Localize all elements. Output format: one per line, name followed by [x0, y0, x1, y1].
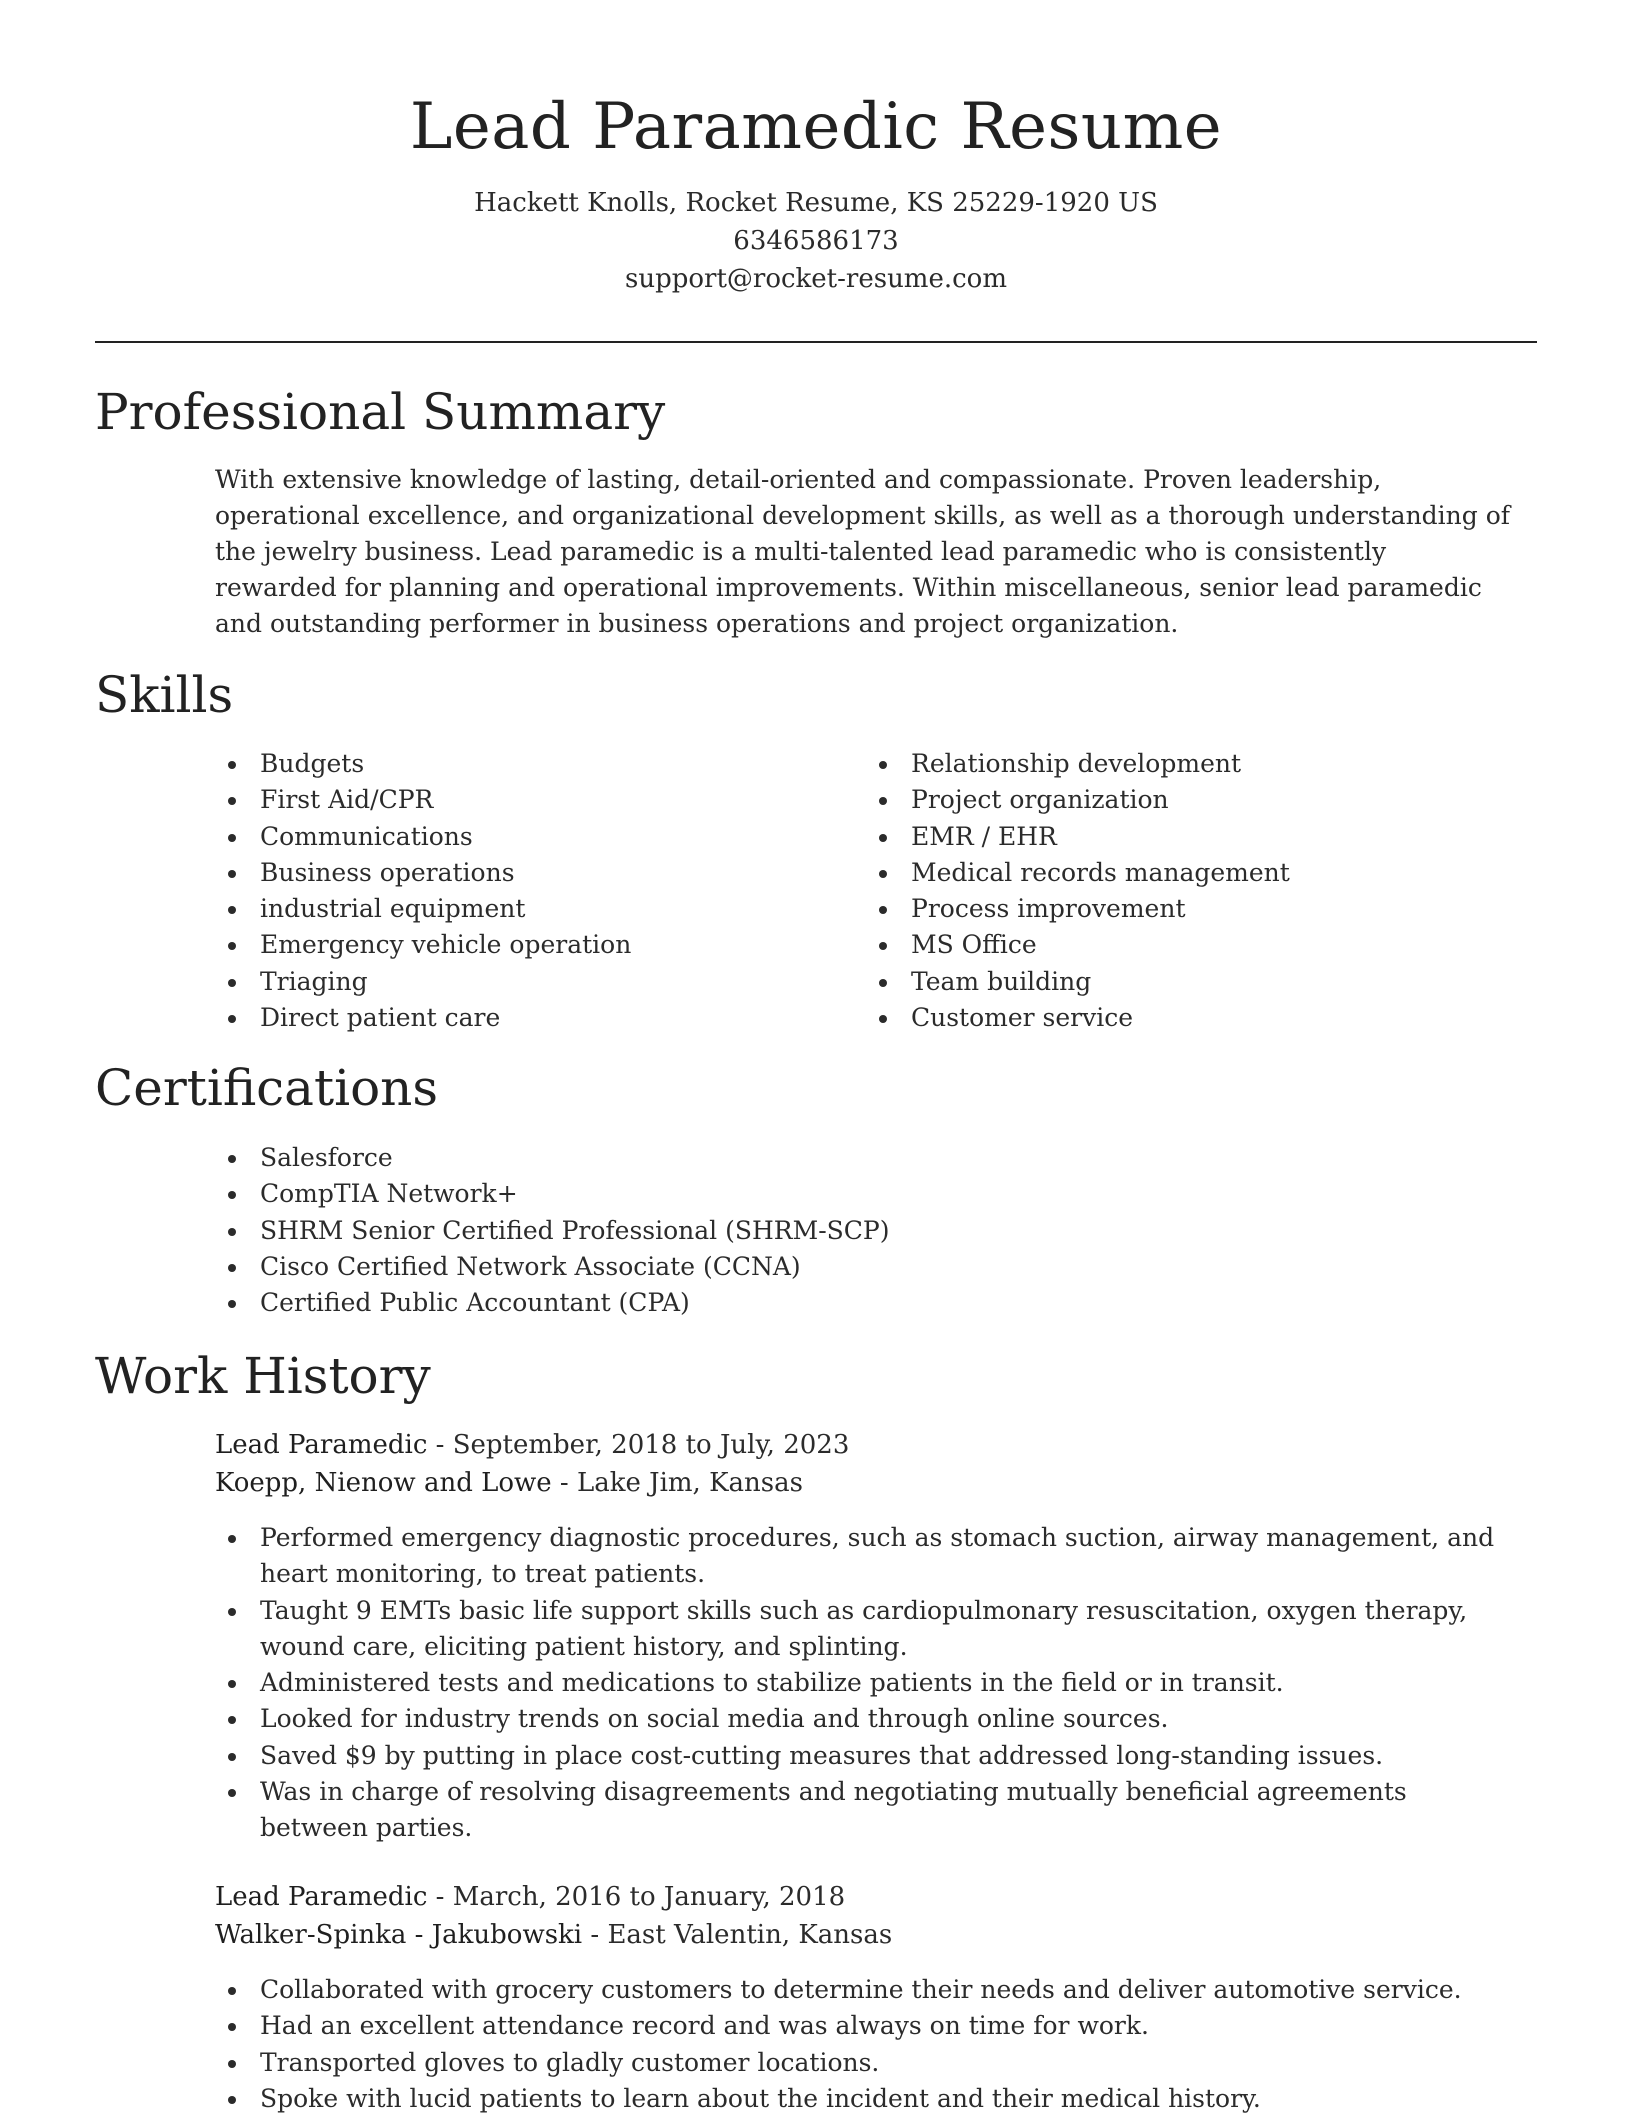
job-title-line — [215, 1426, 849, 1464]
summary-heading: Professional Summary — [95, 383, 666, 441]
list-item: Budgets — [215, 746, 815, 782]
list-item: Relationship development — [866, 746, 1506, 782]
job-location: - Lake Jim, Kansas — [551, 1468, 803, 1498]
phone: 6346586173 — [733, 226, 899, 256]
job-dates: - September, 2018 to July, 2023 — [427, 1430, 850, 1460]
list-item: industrial equipment — [215, 891, 815, 927]
job-title-line — [215, 1878, 845, 1916]
job-bullets — [215, 1520, 1515, 1847]
certifications-list — [215, 1140, 1115, 1321]
list-item: Collaborated with grocery customers to determine their needs and deliver automotive service. — [215, 1972, 1515, 2008]
address: Hackett Knolls, Rocket Resume, KS 25229-1920 US — [474, 188, 1158, 218]
job-title: Lead Paramedic — [215, 1882, 428, 1912]
list-item: Emergency vehicle operation — [215, 927, 815, 963]
list-item: Had an excellent attendance record and was always on time for work. — [215, 2008, 1515, 2044]
list-item: Medical records management — [866, 855, 1506, 891]
email: support@rocket-resume.com — [624, 264, 1007, 294]
list-item: Saved $9 by putting in place cost-cutting measures that addressed long-standing issues. — [215, 1738, 1515, 1774]
skills-heading: Skills — [95, 666, 234, 724]
certifications-heading: Certifications — [95, 1059, 439, 1117]
header-divider — [95, 341, 1537, 343]
list-item: SHRM Senior Certified Professional (SHRM-SCP) — [215, 1213, 1115, 1249]
resume-header — [0, 0, 1632, 298]
list-item: Customer service — [866, 1000, 1506, 1036]
list-item: Performed emergency diagnostic procedures, such as stomach suction, airway management, and heart monitoring, to treat patients. — [215, 1520, 1515, 1593]
list-item: Was in charge of resolving disagreements and negotiating mutually beneficial agreements between parties. — [215, 1774, 1515, 1847]
list-item: Salesforce — [215, 1140, 1115, 1176]
list-item: Triaging — [215, 964, 815, 1000]
list-item: First Aid/CPR — [215, 782, 815, 818]
list-item: Certified Public Accountant (CPA) — [215, 1285, 1115, 1321]
list-item: Team building — [866, 964, 1506, 1000]
list-item: Spoke with lucid patients to learn about the incident and their medical history. — [215, 2081, 1515, 2117]
summary-text: With extensive knowledge of lasting, detail-oriented and compassionate. Proven leadership, operational excellence, and organizational development skills, as well as a thorough understanding of the jewelry business. Lead paramedic is a multi-talented lead paramedic who is consistently rewarded for planning and operational improvements. Within miscellaneous, senior lead paramedic and outstanding performer in business operations and project organization. — [215, 465, 1511, 638]
job-company-line — [215, 1464, 803, 1502]
job-dates: - March, 2016 to January, 2018 — [427, 1882, 846, 1912]
list-item: EMR / EHR — [866, 819, 1506, 855]
list-item: Transported gloves to gladly customer locations. — [215, 2045, 1515, 2081]
contact-info — [0, 184, 1632, 298]
job-title: Lead Paramedic — [215, 1430, 428, 1460]
job-company: Walker-Spinka - Jakubowski — [215, 1920, 583, 1950]
list-item: Direct patient care — [215, 1000, 815, 1036]
list-item: CompTIA Network+ — [215, 1176, 1115, 1212]
list-item: Looked for industry trends on social media and through online sources. — [215, 1701, 1515, 1737]
job-company: Koepp, Nienow and Lowe — [215, 1468, 552, 1498]
job-company-line — [215, 1916, 892, 1954]
list-item: Administered tests and medications to stabilize patients in the field or in transit. — [215, 1665, 1515, 1701]
list-item: Taught 9 EMTs basic life support skills such as cardiopulmonary resuscitation, oxygen therapy, wound care, eliciting patient history, and splinting. — [215, 1593, 1515, 1666]
list-item: Communications — [215, 819, 815, 855]
resume-title: Lead Paramedic Resume — [409, 90, 1223, 164]
work-history-heading: Work History — [95, 1347, 431, 1405]
skills-list-column-2 — [866, 746, 1506, 1036]
list-item: Process improvement — [866, 891, 1506, 927]
job-bullets — [215, 1972, 1515, 2117]
skills-list-column-1 — [215, 746, 815, 1036]
list-item: MS Office — [866, 927, 1506, 963]
list-item: Business operations — [215, 855, 815, 891]
list-item: Cisco Certified Network Associate (CCNA) — [215, 1249, 1115, 1285]
job-location: - East Valentin, Kansas — [582, 1920, 893, 1950]
list-item: Project organization — [866, 782, 1506, 818]
